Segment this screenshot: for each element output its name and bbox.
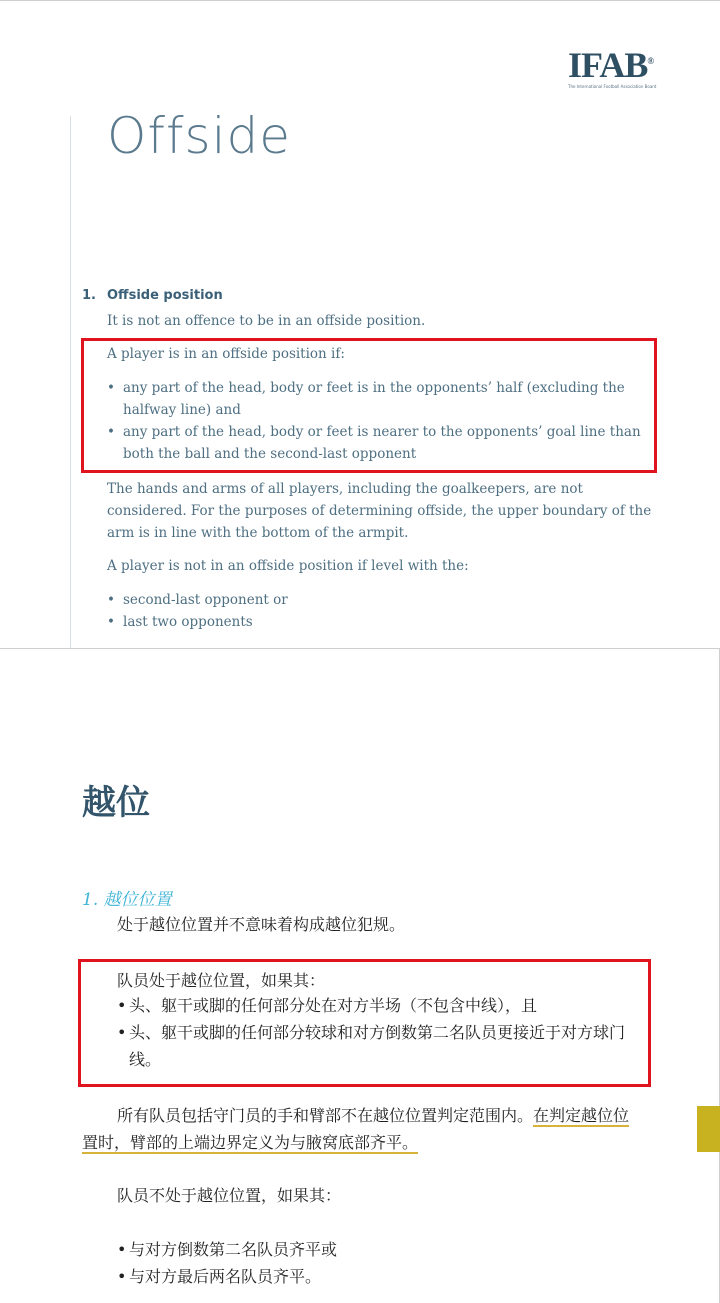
not-offside-lead: A player is not in an offside position if level with the: [107,558,469,574]
list-item: • 与对方倒数第二名队员齐平或 [117,1236,517,1263]
chinese-page [0,648,720,1303]
intro-text: It is not an offence to be in an offside position. [107,313,426,329]
section-title: Offside position [107,288,223,303]
intro-text-zh: 处于越位位置并不意味着构成越位犯规。 [117,915,406,934]
section-heading [82,288,223,303]
page-margin-rule [70,116,71,649]
underlined-armpit-rule: 在判定越位位置时，臂部的上端边界定义为与腋窝底部齐平。 [82,1106,630,1152]
list-item: • 头、躯干或脚的任何部分较球和对方倒数第二名队员更接近于对方球门线。 [117,1019,642,1073]
ifab-logo-tagline: The International Football Association Board [568,84,657,89]
ifab-logo-text: IFAB® [568,45,654,85]
condition-lead-zh: 队员处于越位位置，如果其： [117,971,326,990]
section-heading-zh: 1. 越位位置 [82,890,172,910]
ifab-logo [568,43,658,89]
not-offside-list [107,589,652,633]
list-item: • 头、躯干或脚的任何部分处在对方半场（不包含中线），且 [117,992,642,1019]
list-item: • last two opponents [107,611,652,633]
list-item: • any part of the head, body or feet is nearer to the opponents’ goal line than both the ball and the second-last opponent [107,421,652,465]
hands-arms-part1: 所有队员包括守门员的手和臂部不在越位位置判定范围内。 [117,1106,534,1125]
hands-arms-text-zh [82,1102,642,1156]
list-item: • 与对方最后两名队员齐平。 [117,1263,517,1290]
english-page [0,0,720,649]
list-item: • any part of the head, body or feet is in the opponents’ half (excluding the halfway line) and [107,377,652,421]
condition-list [107,377,652,465]
page-title: Offside [107,107,292,165]
not-offside-lead-zh: 队员不处于越位位置，如果其： [117,1186,342,1205]
condition-list-zh [117,992,642,1073]
list-item: • second-last opponent or [107,589,652,611]
page-title-zh: 越位 [82,783,150,823]
hands-arms-text: The hands and arms of all players, including the goalkeepers, are not considered. For the purposes of determining offside, the upper boundary of the arm is in line with the bottom of the armpit. [107,481,652,541]
section-number: 1. [82,288,96,303]
condition-lead: A player is in an offside position if: [107,346,345,362]
not-offside-list-zh [117,1236,517,1290]
side-bookmark-tab[interactable] [697,1106,720,1152]
